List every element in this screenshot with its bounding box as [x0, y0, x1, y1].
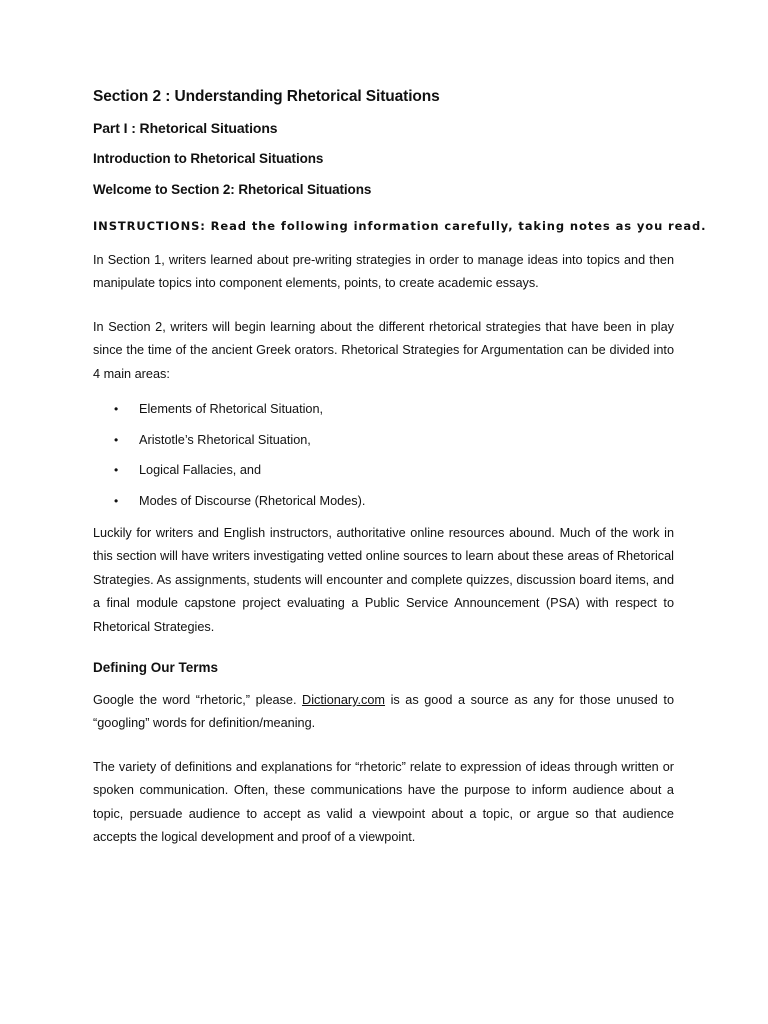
- google-text-start: Google the word “rhetoric,” please.: [93, 693, 303, 708]
- paragraph-resources: Luckily for writers and English instructors, authoritative online resources abound. Much of the work in this section will have writers investigating vetted online sources to learn about these areas of Rhetorical Strategies. As assignments, students will encounter and complete quizzes, discussion board items, and a final module capstone project evaluating a Public Service Announcement (PSA) with respect to Rhetorical Strategies.: [93, 526, 674, 634]
- strategy-list: [93, 400, 674, 510]
- welcome-heading: Welcome to Section 2: Rhetorical Situations: [93, 182, 372, 197]
- instructions-text: INSTRUCTIONS: Read the following information carefully, taking notes as you read.: [93, 219, 707, 233]
- list-item-label: Aristotle’s Rhetorical Situation,: [139, 432, 311, 447]
- bullet-icon: •: [114, 402, 119, 417]
- part-title: Part I : Rhetorical Situations: [93, 120, 278, 136]
- list-item-label: Elements of Rhetorical Situation,: [139, 402, 324, 417]
- list-item: [93, 461, 674, 479]
- list-item: [93, 492, 674, 510]
- list-item-label: Modes of Discourse (Rhetorical Modes).: [139, 493, 366, 508]
- dictionary-link[interactable]: Dictionary.com: [302, 693, 386, 708]
- list-item: [93, 400, 674, 418]
- list-item-label: Logical Fallacies, and: [139, 463, 262, 478]
- paragraph-google: [93, 689, 674, 736]
- bullet-icon: •: [114, 432, 119, 447]
- paragraph-definitions: The variety of definitions and explanations for “rhetoric” relate to expression of ideas through written or spoken communication. Often, these communications have the purpose to inform audience about a topic, persuade audience to accept as valid a viewpoint about a topic, or argue so that audience accepts the logical development and proof of a viewpoint.: [93, 759, 674, 845]
- paragraph-section1: In Section 1, writers learned about pre-writing strategies in order to manage ideas into topics and then manipulate topics into component elements, points, to create academic essays.: [93, 253, 674, 291]
- list-item: [93, 431, 674, 449]
- section-title: Section 2 : Understanding Rhetorical Situations: [93, 88, 440, 105]
- defining-terms-heading: Defining Our Terms: [93, 660, 219, 676]
- document-page: [93, 86, 707, 850]
- bullet-icon: •: [114, 463, 119, 478]
- google-text-end: is as good a source as any for those unused to “googling” words for definition/meaning.: [93, 693, 674, 731]
- paragraph-section2: In Section 2, writers will begin learning about the different rhetorical strategies that have been in play since the time of the ancient Greek orators. Rhetorical Strategies for Argumentation can be divided into 4 main areas:: [93, 319, 674, 381]
- bullet-icon: •: [114, 493, 119, 508]
- intro-heading: Introduction to Rhetorical Situations: [93, 151, 324, 166]
